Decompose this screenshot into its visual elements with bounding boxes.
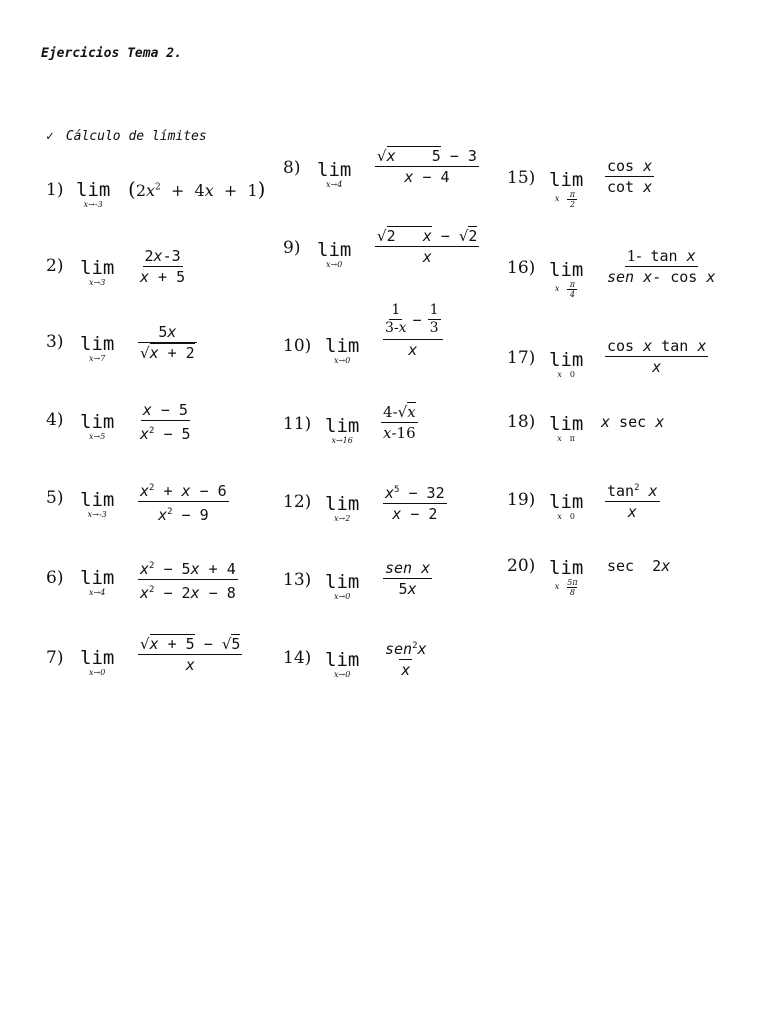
exercise-1 xyxy=(46,172,276,242)
exercise-number: 13) xyxy=(283,570,312,590)
exercise-14 xyxy=(283,636,493,706)
lim-word: lim xyxy=(80,489,115,511)
limit-operator xyxy=(325,572,359,602)
exercise-20 xyxy=(507,554,747,624)
limit-subscript: x→-3 xyxy=(83,200,103,209)
fraction: $\frac{√x 5 - 3}{x - 4}$ xyxy=(377,147,477,186)
section-title: Cálculo de límites xyxy=(65,129,207,144)
limit-subscript: x π xyxy=(557,434,576,443)
limit-operator xyxy=(80,412,114,442)
limit-subscript: x→-3 xyxy=(87,510,107,519)
limit-operator xyxy=(549,492,583,521)
exercise-11 xyxy=(283,400,493,470)
limit-subscript: x→3 xyxy=(89,278,106,287)
exercise-12 xyxy=(283,480,493,550)
lim-word: lim xyxy=(549,349,584,371)
limit-subscript: x 0 xyxy=(557,370,575,379)
fraction: 1- tan x sen x- cos x xyxy=(607,247,716,286)
limit-operator xyxy=(549,350,583,379)
limit-subscript: x→16 xyxy=(331,436,353,445)
limit-operator xyxy=(80,258,114,288)
exercise-number: 4) xyxy=(46,410,64,430)
fraction: $\frac{\text{cos x tan x}}{x}$ xyxy=(607,337,707,376)
limit-operator xyxy=(325,416,359,446)
limit-subscript: x 5π 8 xyxy=(554,578,578,597)
lim-word: lim xyxy=(325,415,360,437)
exercise-number: 3) xyxy=(46,332,64,352)
exercise-number: 7) xyxy=(46,648,64,668)
limit-operator xyxy=(549,260,583,299)
lim-word: lim xyxy=(325,335,360,357)
limit-operator xyxy=(325,494,359,524)
lim-word: lim xyxy=(549,557,584,579)
exercise-5 xyxy=(46,478,276,548)
limit-operator xyxy=(80,490,114,520)
limit-subscript: x→4 xyxy=(89,588,106,597)
lim-word: lim xyxy=(549,413,584,435)
limit-operator xyxy=(317,160,351,190)
limit-operator xyxy=(80,334,114,364)
exercise-number: 12) xyxy=(283,492,312,512)
exercise-16 xyxy=(507,246,747,316)
exercise-19 xyxy=(507,478,747,548)
exercise-number: 16) xyxy=(507,258,536,278)
lim-word: lim xyxy=(325,571,360,593)
exercise-9 xyxy=(283,226,493,296)
fraction: 1 3-x − $\frac{1}{3}$ x xyxy=(383,302,443,360)
exercise-13 xyxy=(283,558,493,628)
exercise-18 xyxy=(507,410,747,480)
document-title: Ejercicios Tema 2. xyxy=(41,46,182,61)
lim-word: lim xyxy=(76,179,111,201)
checkmark-icon: ✓ xyxy=(46,129,54,144)
exercise-number: 19) xyxy=(507,490,536,510)
limit-subscript: x π 4 xyxy=(555,280,578,299)
fraction: $\frac{x^2 - 5x + 4}{x^2 - 2x - 8}$ xyxy=(138,556,238,603)
lim-word: lim xyxy=(80,411,115,433)
limit-subscript: x→4 xyxy=(326,180,343,189)
exercise-number: 8) xyxy=(283,158,301,178)
lim-word: lim xyxy=(325,493,360,515)
fraction: $\frac{√2 x - √2}{x}$ xyxy=(377,227,478,266)
exercise-10 xyxy=(283,302,493,372)
lim-word: lim xyxy=(80,257,115,279)
limit-subscript: x π 2 xyxy=(555,190,578,209)
expression: x sec x xyxy=(601,413,665,431)
expression: sec 2x xyxy=(607,557,671,575)
exercise-number: 5) xyxy=(46,488,64,508)
exercise-number: 1) xyxy=(46,180,64,200)
exercise-2 xyxy=(46,246,276,316)
limit-subscript: x→0 xyxy=(334,356,351,365)
limit-operator xyxy=(549,414,583,443)
fraction: $\frac{2x-3}{x + 5}$ xyxy=(140,247,186,286)
lim-word: lim xyxy=(549,491,584,513)
limit-operator xyxy=(325,336,359,366)
exercise-number: 6) xyxy=(46,568,64,588)
fraction: $\frac{x^5 - 32}{x - 2}$ xyxy=(383,480,447,524)
fraction: $\frac{x - 5}{x^2 - 5}$ xyxy=(140,401,191,443)
limit-subscript: x→0 xyxy=(89,668,106,677)
lim-word: lim xyxy=(80,567,115,589)
fraction: $\frac{\text{cos x}}{\text{cot x}}$ xyxy=(607,157,653,196)
limit-subscript: x→0 xyxy=(326,260,343,269)
exercise-6 xyxy=(46,556,276,626)
expression: $(2x^2 + 4x + 1)$ xyxy=(128,177,266,201)
exercise-3 xyxy=(46,322,276,392)
lim-word: lim xyxy=(80,647,115,669)
fraction: $\frac{√x + 5 - √5}{x}$ xyxy=(140,635,241,674)
limit-subscript: x→2 xyxy=(334,514,351,523)
exercise-7 xyxy=(46,634,276,704)
exercise-number: 14) xyxy=(283,648,312,668)
exercise-8 xyxy=(283,146,493,216)
limit-operator xyxy=(80,648,114,678)
exercise-4 xyxy=(46,400,276,470)
fraction: $\frac{\tan^2 x}{x}$ xyxy=(605,478,660,522)
exercise-number: 10) xyxy=(283,336,312,356)
section-heading xyxy=(46,129,207,144)
limit-subscript: x 0 xyxy=(557,512,575,521)
limit-subscript: x→0 xyxy=(334,592,351,601)
limit-subscript: x→7 xyxy=(89,354,106,363)
exercise-number: 20) xyxy=(507,556,536,576)
limit-operator xyxy=(317,240,351,270)
limit-subscript: x→5 xyxy=(89,432,106,441)
exercise-number: 11) xyxy=(283,414,312,434)
exercise-17 xyxy=(507,336,747,406)
exercise-number: 9) xyxy=(283,238,301,258)
fraction: $\frac{4-√x}{x-16}$ xyxy=(383,403,416,442)
lim-word: lim xyxy=(317,159,352,181)
fraction: sen x 5x xyxy=(385,559,431,598)
limit-subscript: x→0 xyxy=(334,670,351,679)
fraction: sen$^2$x x xyxy=(385,640,427,679)
exercise-number: 2) xyxy=(46,256,64,276)
limit-operator xyxy=(80,568,114,598)
limit-operator xyxy=(549,558,583,597)
lim-word: lim xyxy=(317,239,352,261)
limit-operator xyxy=(549,170,583,209)
lim-word: lim xyxy=(549,169,584,191)
fraction: $\frac{5x}{√x + 2}$ xyxy=(140,323,195,362)
fraction: $\frac{x^2 + x - 6}{x^2 - 9}$ xyxy=(138,478,229,525)
exercise-15 xyxy=(507,156,747,226)
exercise-number: 15) xyxy=(507,168,536,188)
lim-word: lim xyxy=(325,649,360,671)
limit-operator xyxy=(76,180,110,210)
limit-operator xyxy=(325,650,359,680)
exercise-number: 18) xyxy=(507,412,536,432)
exercise-number: 17) xyxy=(507,348,536,368)
lim-word: lim xyxy=(549,259,584,281)
lim-word: lim xyxy=(80,333,115,355)
